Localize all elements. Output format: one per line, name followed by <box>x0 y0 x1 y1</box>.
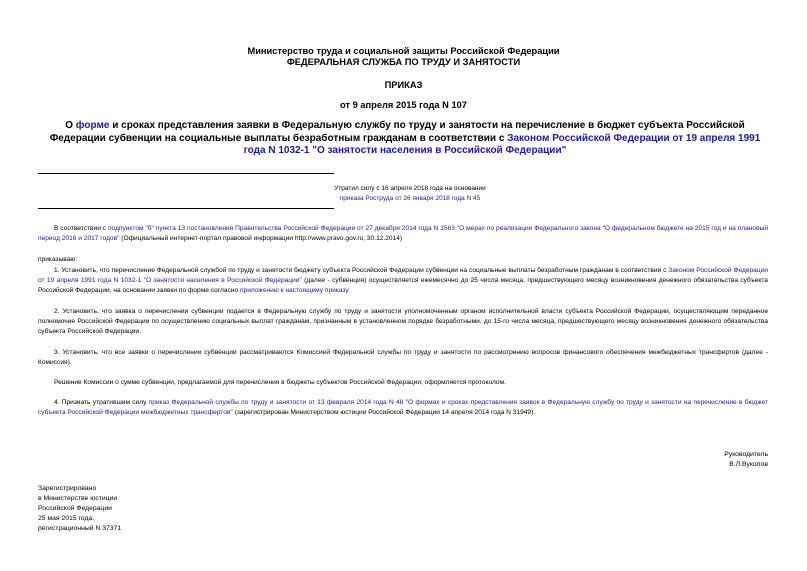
signature-block <box>724 450 768 470</box>
paragraph-basis <box>38 224 768 244</box>
registration-line-3: Российской Федерации <box>38 505 112 512</box>
divider-top <box>38 173 334 174</box>
paragraph-order-word: приказываю: <box>38 256 78 263</box>
title-part1: О <box>65 120 76 131</box>
p3-text-c: . <box>348 287 350 294</box>
status-note <box>280 184 540 204</box>
paragraph-item-4 <box>38 398 768 418</box>
signer-name: В.Л.Вуколов <box>729 461 768 468</box>
paragraph-item-2: 2. Установить, что заявка о перечислении субвенции подается в Федеральную службу по труду и занятости уполномоченным органом исполнительной власти субъекта Российской Федерации, осуществляющим переданное полномочие Российской Федерации по осуществлению социальных выплат гражданам, признанным в установленном порядке безработными, до 15-го числа месяца, предшествующего месяцу возникновения денежного обязательства субъекта Российской Федерации. <box>38 308 768 335</box>
repeal-order-link[interactable]: приказа Роструда от 26 января 2018 года N 45 <box>339 195 481 202</box>
employment-law-link[interactable]: Законом Российской Федерации от 19 апреля 1991 года N 1032-1 "О занятости населения в Российской Федерации" <box>38 267 768 284</box>
p1-text-b: (Официальный интернет-портал правовой информации http://www.pravo.gov.ru, 30.12.2014) <box>119 235 403 242</box>
status-note-text: Утратил силу с 16 апреля 2018 года на основании <box>334 185 486 192</box>
p3-text-b: (далее - субвенция) осуществляется ежемесячно до 25 числа месяца, предшествующего месяцу возникновения денежного обязательства субъекта Российской Федерации, на основании заявки по форме согласно <box>38 277 768 294</box>
appendix-link[interactable]: приложению к настоящему приказу <box>240 287 349 294</box>
p3-text-a: 1. Установить, что перечисление Федеральной службой по труду и занятости бюджету субъекта Российской Федерации субвенции на социальные выплаты безработным гражданам в соответствии с <box>54 267 669 274</box>
decree-link[interactable]: подпунктом "б" пункта 13 постановления Правительства Российской Федерации от 27 декабря 2014 года N 1563 "О мерах по реализации Федерального закона "О федеральном бюджете на 2015 год и на плановый период 2016 и 2017 годов" <box>38 225 768 242</box>
divider-bottom <box>38 208 334 209</box>
repealed-order-link[interactable]: приказ Федеральной службы по труду и занятости от 13 февраля 2014 года N 48 "О формах и сроках представления заявок в Федеральную службу по труду и занятости на перечисление в бюджет субъекта Российской Федерации межбюджетных трансфертов" <box>38 399 768 416</box>
title-part2: и сроках представления заявки в Федеральную службу по труду и занятости на перечисление в бюджет субъекта Российской Федерации субвенции на социальные выплаты безработным гражданам в соответствии с <box>49 120 745 144</box>
paragraph-commission-decision: Решение Комиссии о сумме субвенции, предлагаемой для перечисления в бюджеты субъектов Российской Федерации, оформляется протоколом. <box>54 379 506 386</box>
page-title <box>45 120 765 158</box>
p7-text-b: (зарегистрирован Министерством юстиции Российской Федерации 14 апреля 2014 года N 31949). <box>232 409 536 416</box>
doc-date-number: от 9 апреля 2015 года N 107 <box>340 100 467 110</box>
registration-line-2: в Министерстве юстиции <box>38 495 118 502</box>
signer-position: Руководитель <box>724 451 768 458</box>
registration-line-4: 25 мая 2015 года, <box>38 515 95 522</box>
p7-text-a: 4. Признать утратившим силу <box>54 399 149 406</box>
paragraph-item-3: 3. Установить, что все заявки о перечислении субвенции рассматриваются Комиссией Федеральной службы по труду и занятости по рассмотрению вопросов финансового обеспечения межбюджетных трансфертов (далее - Комиссия). <box>38 349 768 366</box>
registration-line-5: регистрационный N 37371 <box>38 525 122 532</box>
paragraph-item-1 <box>38 266 768 296</box>
registration-line-1: Зарегистрировано <box>38 485 97 492</box>
law-link[interactable]: Законом Российской Федерации от 19 апреля 1991 года N 1032-1 "О занятости населения в Российской Федерации" <box>243 132 761 156</box>
form-link[interactable]: форме <box>75 120 110 131</box>
doc-type: ПРИКАЗ <box>384 80 423 90</box>
service-name: ФЕДЕРАЛЬНАЯ СЛУЖБА ПО ТРУДУ И ЗАНЯТОСТИ <box>286 57 521 67</box>
ministry-name: Министерство труда и социальной защиты Российской Федерации <box>247 46 560 56</box>
p1-text-a: В соответствии с <box>54 225 108 232</box>
registration-block <box>38 484 121 534</box>
